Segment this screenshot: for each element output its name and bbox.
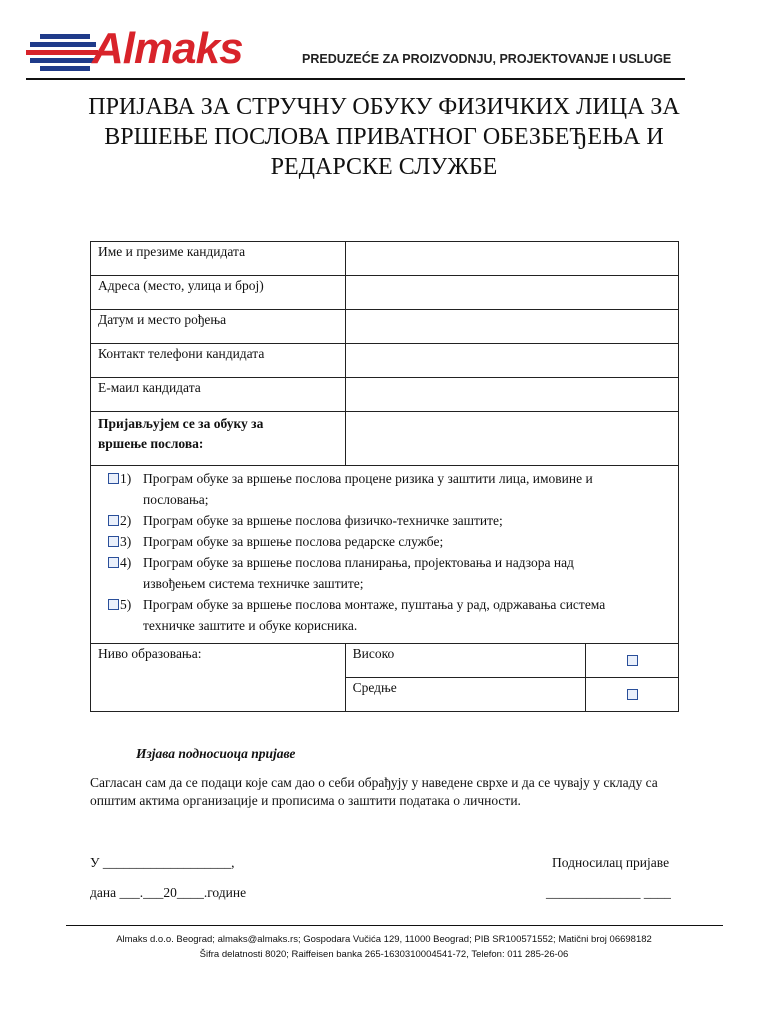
- program-text: Програм обуке за вршење послова процене ризика у заштити лица, имовине и: [143, 471, 593, 486]
- apply-value[interactable]: [345, 412, 678, 466]
- title-line-3: РЕДАРСКЕ СЛУЖБЕ: [270, 154, 498, 180]
- program-3-checkbox[interactable]: [108, 536, 119, 547]
- field-value-name[interactable]: [345, 242, 678, 276]
- header-divider: [26, 78, 685, 80]
- table-row: [91, 644, 679, 678]
- program-list: [91, 466, 679, 644]
- company-tagline: PREDUZEĆE ZA PROIZVODNJU, PROJEKTOVANJE I USLUGE: [302, 52, 672, 66]
- declaration-text: Сагласан сам да се подаци које сам дао о себи обрађују у наведене сврхе и да се чувају у складу са општим актима организације и прописима о заштити података о личности.: [90, 775, 658, 808]
- program-4-checkbox[interactable]: [108, 557, 119, 568]
- program-text: Програм обуке за вршење послова редарске службе;: [143, 534, 444, 549]
- field-value-email[interactable]: [345, 378, 678, 412]
- list-item: [98, 531, 671, 552]
- field-label-address: Адреса (место, улица и број): [91, 276, 346, 310]
- title-line-2: ВРШЕЊЕ ПОСЛОВА ПРИВАТНОГ ОБЕЗБЕЂЕЊА И: [104, 124, 664, 150]
- application-form-table: [90, 241, 679, 712]
- list-item: [98, 552, 671, 594]
- program-text-cont: извођењем система техничке заштите;: [143, 576, 364, 591]
- program-2-checkbox[interactable]: [108, 515, 119, 526]
- field-label-birth: Датум и место рођења: [91, 310, 346, 344]
- education-high-checkbox[interactable]: [627, 655, 638, 666]
- footer-line-2: Šifra delatnosti 8020; Raiffeisen banka 265-1630310004541-72, Telefon: 011 285-26-06: [199, 949, 569, 960]
- education-option-high: Високо: [345, 644, 586, 678]
- program-number: 4): [120, 555, 132, 570]
- table-row: [91, 276, 679, 310]
- field-value-birth[interactable]: [345, 310, 678, 344]
- list-item: [98, 510, 671, 531]
- education-high-cell: [586, 644, 679, 678]
- education-secondary-cell: [586, 678, 679, 712]
- apply-label-line-1: Пријављујем се за обуку за: [98, 416, 264, 431]
- program-number: 2): [120, 513, 132, 528]
- program-text-cont: техничке заштите и обуке корисника.: [143, 618, 358, 633]
- field-label-email: Е-маил кандидата: [91, 378, 346, 412]
- apply-label-line-2: вршење послова:: [98, 436, 204, 451]
- table-row: [91, 466, 679, 644]
- company-footer: [60, 932, 708, 962]
- date-field[interactable]: дана ___.___20____.године: [90, 885, 247, 900]
- applicant-signature-line[interactable]: ______________ ____: [546, 885, 671, 900]
- education-option-secondary: Средње: [345, 678, 586, 712]
- table-row: [91, 344, 679, 378]
- apply-label: [91, 412, 346, 466]
- field-label-name: Име и презиме кандидата: [91, 242, 346, 276]
- program-1-checkbox[interactable]: [108, 473, 119, 484]
- education-secondary-checkbox[interactable]: [627, 689, 638, 700]
- program-text-cont: пословања;: [143, 492, 209, 507]
- document-title: [60, 92, 708, 182]
- list-item: [98, 468, 671, 510]
- table-row: [91, 378, 679, 412]
- field-value-phone[interactable]: [345, 344, 678, 378]
- program-number: 1): [120, 471, 132, 486]
- field-value-address[interactable]: [345, 276, 678, 310]
- program-number: 5): [120, 597, 132, 612]
- program-text: Програм обуке за вршење послова планирања, пројектовања и надзора над: [143, 555, 574, 570]
- field-label-phone: Контакт телефони кандидата: [91, 344, 346, 378]
- table-row: [91, 242, 679, 276]
- title-line-1: ПРИЈАВА ЗА СТРУЧНУ ОБУКУ ФИЗИЧКИХ ЛИЦА ЗА: [88, 94, 680, 120]
- program-text: Програм обуке за вршење послова монтаже, пуштања у рад, одржавања система: [143, 597, 606, 612]
- table-row: [91, 412, 679, 466]
- applicant-label: Подносилац пријаве: [552, 855, 670, 870]
- declaration-title: Изјава подносиоца пријаве: [136, 746, 296, 761]
- logo-text: Almaks: [92, 24, 243, 73]
- program-5-checkbox[interactable]: [108, 599, 119, 610]
- footer-divider: [66, 925, 723, 926]
- list-item: [98, 594, 671, 636]
- footer-line-1: Almaks d.o.o. Beograd; almaks@almaks.rs; Gospodara Vučića 129, 11000 Beograd; PIB SR100571552; Matični broj 06698182: [116, 934, 652, 945]
- table-row: [91, 310, 679, 344]
- education-label: Ниво образовања:: [91, 644, 346, 712]
- program-number: 3): [120, 534, 132, 549]
- place-field[interactable]: У ___________________,: [90, 855, 235, 870]
- program-text: Програм обуке за вршење послова физичко-техничке заштите;: [143, 513, 503, 528]
